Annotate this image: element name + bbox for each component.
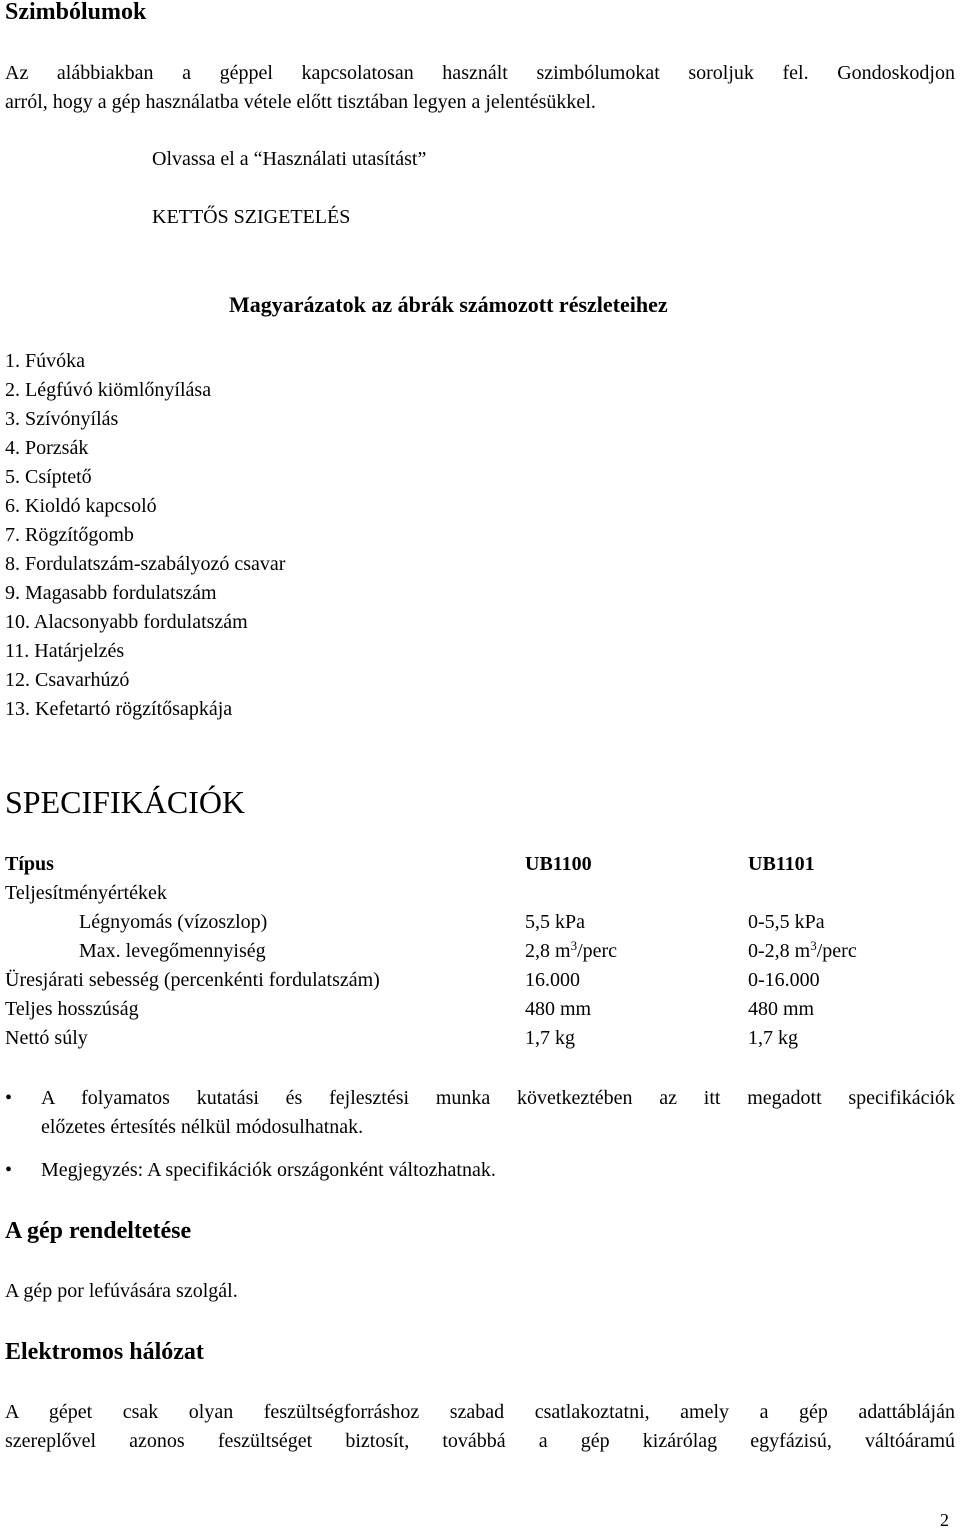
spec-row-col2: 0-16.000	[748, 969, 820, 991]
spec-row-col1: 2,8 $m^3$/perc	[525, 937, 618, 962]
spec-note2: Megjegyzés: A specifikációk országonként változhatnak.	[41, 1159, 496, 1181]
purpose-text: A gép por lefúvására szolgál.	[5, 1280, 238, 1302]
section-title-symbols: Szimbólumok	[5, 0, 147, 25]
specs-header-col2: UB1101	[748, 853, 815, 875]
spec-row-label: Max. levegőmennyiség	[79, 940, 266, 962]
spec-row-col2: 0-2,8 $m^3$/perc	[748, 937, 857, 962]
spec-row-label: Nettó súly	[5, 1027, 88, 1049]
spec-row-col2: 0-5,5 kPa	[748, 911, 825, 933]
spec-row-label: Üresjárati sebesség (percenkénti fordulatszám)	[5, 969, 380, 991]
parts-item: 5. Csíptető	[5, 466, 92, 488]
spec-row-col1: 1,7 kg	[525, 1027, 575, 1049]
symbols-intro-line1: Az alábbiakban a géppel kapcsolatosan használt szimbólumokat soroljuk fel. Gondoskodjon	[5, 62, 955, 84]
parts-item: 4. Porzsák	[5, 437, 89, 459]
parts-item: 7. Rögzítőgomb	[5, 524, 134, 546]
spec-note1-line1: A folyamatos kutatási és fejlesztési munka következtében az itt megadott specifikációk	[41, 1087, 955, 1109]
spec-note1-line2: előzetes értesítés nélkül módosulhatnak.	[41, 1116, 364, 1138]
power-text-line1: A gépet csak olyan feszültségforráshoz szabad csatlakoztatni, amely a gép adattábláján	[5, 1401, 955, 1423]
specs-header-label: Típus	[5, 853, 54, 875]
parts-item: 8. Fordulatszám-szabályozó csavar	[5, 553, 286, 575]
specs-group-label: Teljesítményértékek	[5, 882, 167, 904]
parts-item: 9. Magasabb fordulatszám	[5, 582, 217, 604]
bullet-icon: •	[5, 1087, 13, 1109]
parts-item: 1. Fúvóka	[5, 350, 85, 372]
parts-item: 13. Kefetartó rögzítősapkája	[5, 698, 233, 720]
specs-title: SPECIFIKÁCIÓK	[5, 784, 246, 820]
parts-heading: Magyarázatok az ábrák számozott részleteihez	[229, 292, 668, 317]
parts-item: 10. Alacsonyabb fordulatszám	[5, 611, 248, 633]
section-title-power: Elektromos hálózat	[5, 1339, 204, 1365]
bullet-icon: •	[5, 1159, 13, 1181]
parts-item: 11. Határjelzés	[5, 640, 125, 662]
spec-row-col1: 480 mm	[525, 998, 592, 1020]
specs-header-col1: UB1100	[525, 853, 592, 875]
parts-item: 2. Légfúvó kiömlőnyílása	[5, 379, 212, 401]
symbols-intro-line2: arról, hogy a gép használatba vétele előtt tisztában legyen a jelentésükkel.	[5, 91, 596, 113]
parts-item: 3. Szívónyílás	[5, 408, 119, 430]
symbol-double-insulation: KETTŐS SZIGETELÉS	[152, 206, 351, 228]
spec-row-col2: 480 mm	[748, 998, 815, 1020]
spec-row-col2: 1,7 kg	[748, 1027, 798, 1049]
parts-item: 12. Csavarhúzó	[5, 669, 130, 691]
section-title-purpose: A gép rendeltetése	[5, 1218, 192, 1244]
spec-row-col1: 16.000	[525, 969, 580, 991]
spec-row-col1: 5,5 kPa	[525, 911, 585, 933]
symbol-read-manual: Olvassa el a “Használati utasítást”	[152, 148, 427, 170]
spec-row-label: Teljes hosszúság	[5, 998, 139, 1020]
power-text-line2: szereplővel azonos feszültséget biztosít, továbbá a gép kizárólag egyfázisú, váltóáramú	[5, 1430, 955, 1452]
page-number: 2	[940, 1510, 949, 1530]
spec-row-label: Légnyomás (vízoszlop)	[79, 911, 268, 933]
parts-item: 6. Kioldó kapcsoló	[5, 495, 157, 517]
